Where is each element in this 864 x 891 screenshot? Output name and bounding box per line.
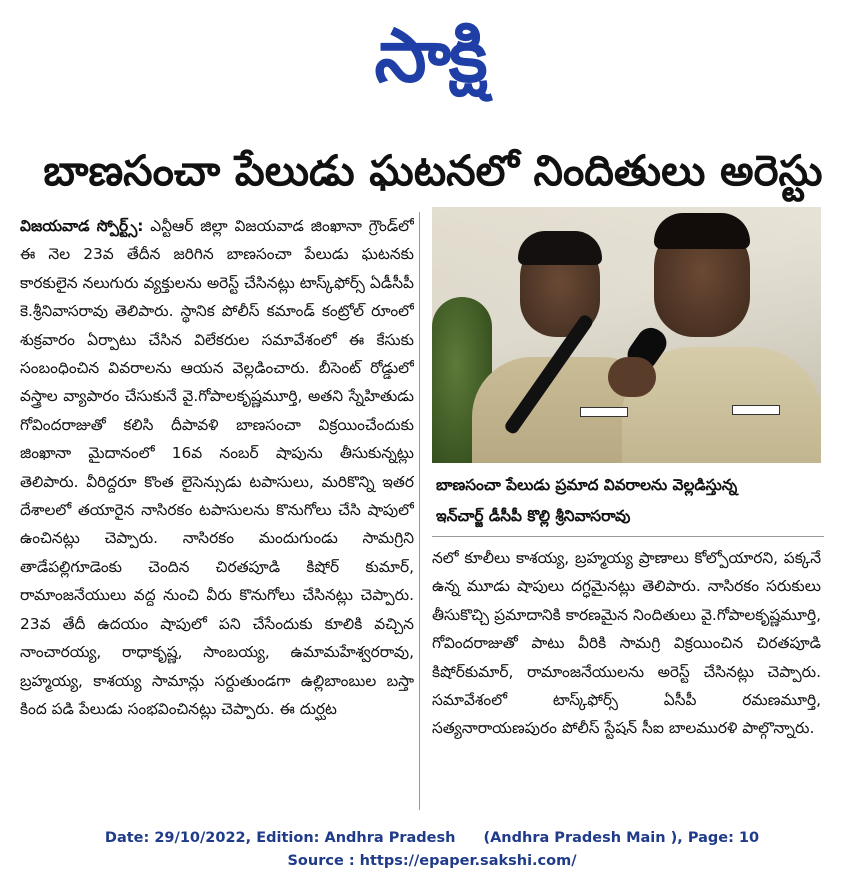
footer-date-edition: Date: 29/10/2022, Edition: Andhra Pradesh [104, 830, 456, 846]
photo-caption-line1: బాణసంచా పేలుడు ప్రమాద వివరాలను వెల్లడిస్తున్న [436, 476, 738, 494]
footer-page: (Andhra Pradesh Main ), Page: 10 [483, 830, 760, 846]
sakshi-logo: సాక్షి [374, 13, 486, 99]
press-conference-photo [432, 207, 821, 463]
name-badge-left [580, 407, 628, 417]
article-headline: బాణసంచా పేలుడు ఘటనలో నిందితులు అరెస్టు [43, 146, 823, 195]
source-footer [0, 827, 864, 879]
article-body-right-column [432, 544, 821, 800]
caption-divider [432, 536, 824, 537]
article-body-left-column [20, 212, 414, 810]
photo-caption [436, 470, 821, 532]
name-badge-right [732, 405, 780, 415]
dateline: విజయవాడ స్పోర్ట్స్: [20, 217, 144, 235]
article-paragraph-left [20, 212, 414, 723]
column-divider [419, 212, 420, 810]
photo-caption-line2: ఇన్‌చార్జ్ డీసీపీ కొల్లి శ్రీనివాసరావు [436, 507, 631, 525]
article-paragraph-right: నలో కూలీలు కాశయ్య, బ్రహ్మయ్య ప్రాణాలు కోల్పోయారని, పక్కనే ఉన్న మూడు షాపులు దగ్ధమైనట్లు తెలిపారు. నాసిరకం సరుకులు తీసుకొచ్చి ప్రమాదానికి కారణమైన నిందితులు వై.గోపాలకృష్ణమూర్తి, గోవిందరాజుతో పాటు వీరికి సామగ్రి విక్రయించిన చిరతపూడి కిషోర్‌కుమార్, రామాంజనేయులను అరెస్ట్ చేసినట్లు చెప్పారు. సమావేశంలో టాస్క్‌ఫోర్స్ ఏసీపీ రమణమూర్తి, సత్యనారాయణపురం పోలీస్ స్టేషన్ సీఐ బాలమురళి పాల్గొన్నారు. [432, 549, 821, 738]
left-column-text: ఎన్టీఆర్ జిల్లా విజయవాడ జింఖానా గ్రౌండ్‌లో ఈ నెల 23వ తేదీన జరిగిన బాణసంచా పేలుడు ఘటనకు కారకులైన నలుగురు వ్యక్తులను అరెస్ట్ చేసినట్లు టాస్క్‌ఫోర్స్ ఏడీసీపీ కె.శ్రీనివాసరావు తెలిపారు. స్థానిక పోలీస్ కమాండ్ కంట్రోల్ రూంలో శుక్రవారం ఏర్పాటు చేసిన విలేకరుల సమావేశంలో ఈ కేసుకు సంబంధించిన వివరాలను ఆయన వెల్లడించారు. బీసెంట్ రోడ్డులో వస్త్రాల వ్యాపారం చేసుకునే వై.గోపాలకృష్ణమూర్తి, అతని స్నేహితుడు గోవిందరాజుతో కలిసి దీపావళి బాణసంచా విక్రయించేందుకు జింఖానా మైదానంలో 16వ నంబర్ షాపును తీసుకున్నట్లు తెలిపారు. వీరిద్దరూ కొంత లైసెన్సుడు టపాసులు, మరికొన్ని ఇతర దేశాలలో తయారైన నాసిరకం టపాసులను కొనుగోలు చేసి షాపులో ఉంచినట్లు చెప్పారు. నాసిరకం మందుగుండు సామగ్రిని తాడేపల్లిగూడెంకు చెందిన చిరతపూడి కిషోర్ కుమార్, రామాంజనేయులు వద్ద నుంచి వీరు కొనుగోలు చేసినట్లు చెప్పారు. 23వ తేదీ ఉదయం షాపులో పని చేసేందుకు కూలికి వచ్చిన నాంచారయ్య, రాధాకృష్ణ, సాంబయ్య, ఉమామహేశ్వరరావు, బ్రహ్మయ్య, కాశయ్య సామాన్లు సర్దుతుండగా ఉల్లిబాంబుల బస్తా కింద పడి పేలుడు సంభవించినట్లు చెప్పారు. ఈ దుర్ఘట [20, 217, 414, 718]
footer-source: Source : https://epaper.sakshi.com/ [287, 853, 577, 869]
footer-line1 [0, 827, 864, 850]
